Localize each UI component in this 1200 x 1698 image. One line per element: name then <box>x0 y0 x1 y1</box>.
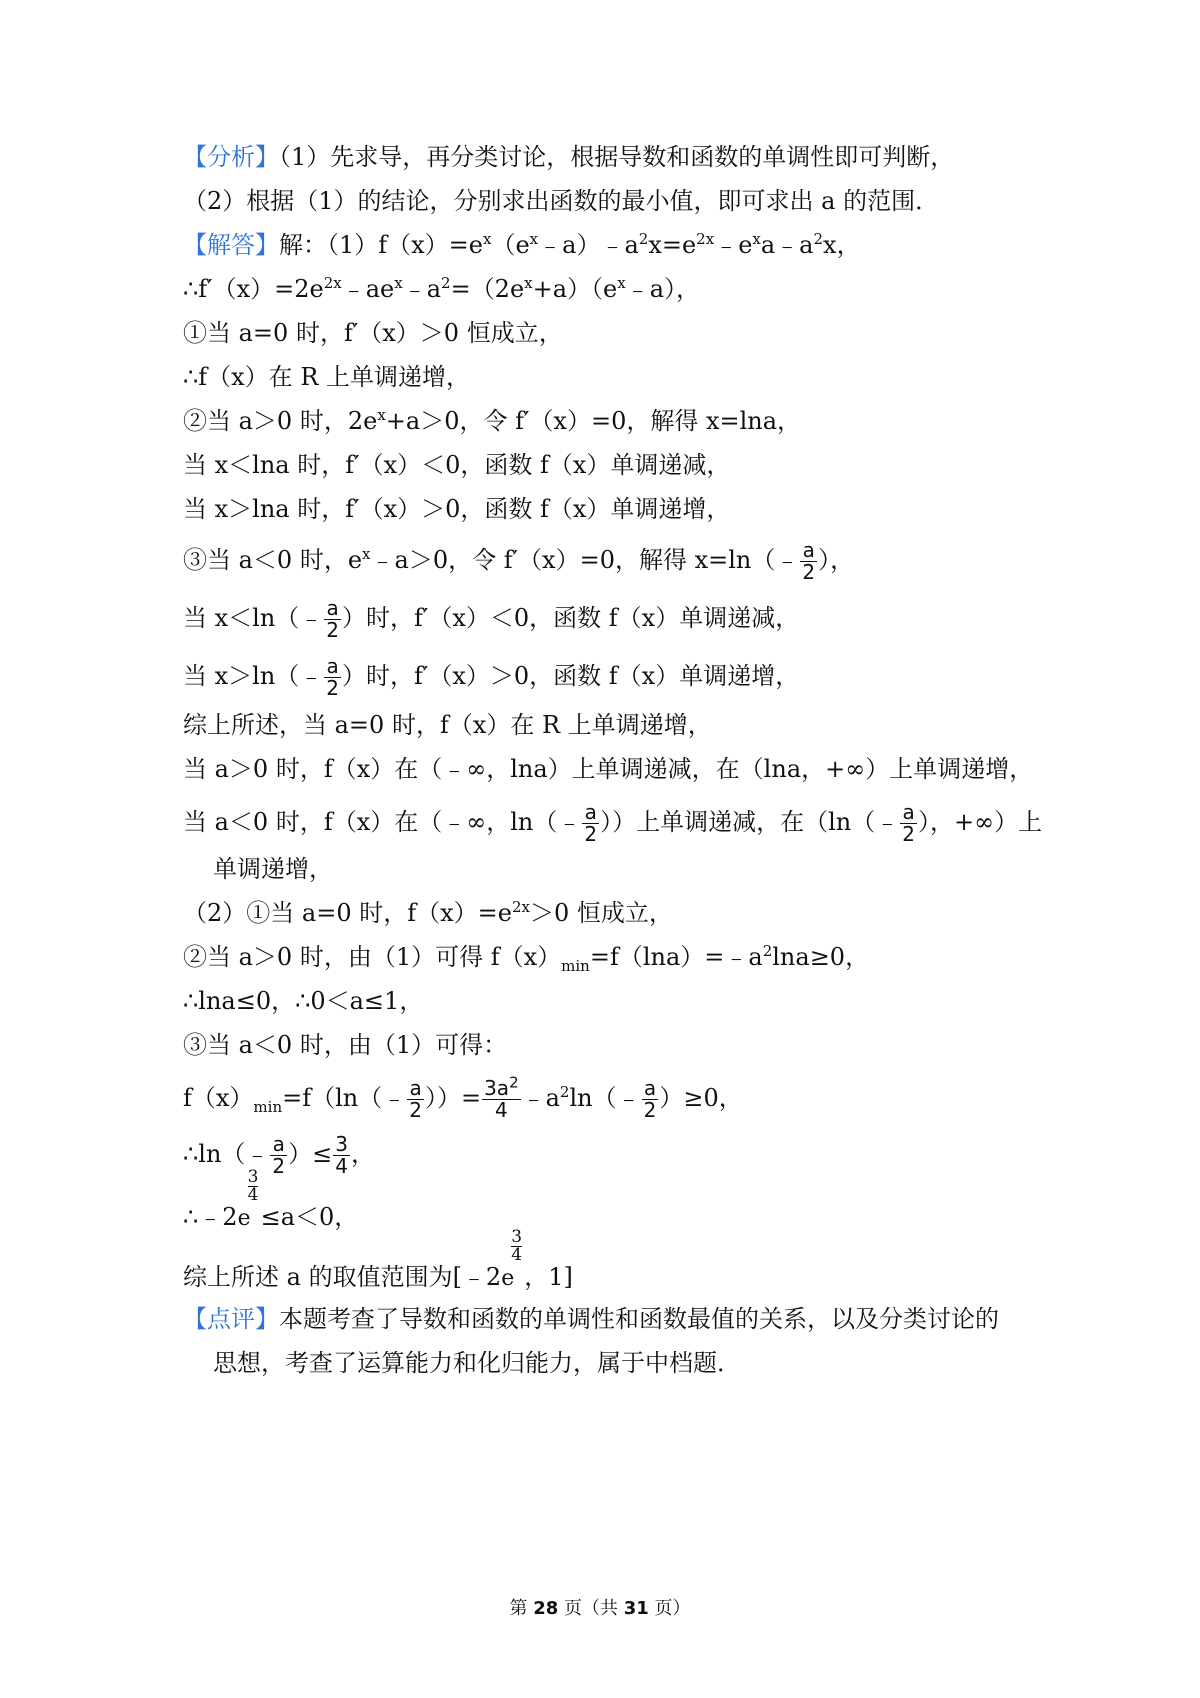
part2-line-8: 综上所述 a 的取值范围为[﹣2e 3 4 ，1] <box>183 1262 573 1294</box>
analysis-line-1: 【分析】（1）先求导，再分类讨论，根据导数和函数的单调性即可判断， <box>183 143 955 171</box>
solution-line-4: ∴f（x）在 R 上单调递增， <box>183 363 471 391</box>
fraction-a-over-2: $\frac{a}{2}$ <box>902 800 915 846</box>
summary-line-2: 当 a＞0 时，f（x）在（﹣∞，lna）上单调递减，在（lna，+∞）上单调递增， <box>183 755 1034 783</box>
page-total: 31 <box>623 1598 649 1619</box>
e-power-neg-3-4: e 3 4 <box>501 1227 523 1291</box>
summary-line-4: 单调递增， <box>213 855 333 883</box>
comment-line-2: 思想，考查了运算能力和化归能力，属于中档题． <box>213 1349 741 1377</box>
part2-line-5: $f(x)_{min}=f(\ln(﹣$ $\frac{a}{2}$ ））= $\frac{3a^2}{4}$ $﹣a^2\ln(﹣$ $\frac{a}{2}$ ）≥0， <box>183 1073 743 1122</box>
part2-line-3: ∴lna≤0，∴0＜a≤1， <box>183 987 424 1015</box>
fraction-a-over-2: $\frac{a}{2}$ <box>409 1076 422 1122</box>
page-footer: 第 28 页（共 31 页） <box>509 1598 691 1619</box>
solution-line-2: $\therefore f'(x)=2e^{2x}﹣ae^x﹣a^2=(2e^x+a)(e^x﹣a)$， <box>183 274 701 303</box>
fraction-a-over-2: $\frac{a}{2}$ <box>326 596 340 642</box>
fraction-a-over-2: $\frac{a}{2}$ <box>272 1132 286 1178</box>
fraction-a-over-2: $\frac{a}{2}$ <box>326 654 340 700</box>
solution-line-3: ①当 a=0 时，f′（x）＞0 恒成立， <box>183 319 563 347</box>
part2-line-4: ③当 a＜0 时，由（1）可得： <box>183 1031 508 1059</box>
part2-line-7: ∴﹣2e 3 4 ≤a＜0， <box>183 1202 358 1234</box>
summary-line-1: 综上所述，当 a=0 时，f（x）在 R 上单调递增， <box>183 711 712 739</box>
solution-tag: 【解答】 <box>183 231 279 259</box>
comment-line-1: 【点评】本题考查了导数和函数的单调性和函数最值的关系，以及分类讨论的 <box>183 1305 999 1333</box>
part2-line-1: （2）①当 a=0 时，$f(x)=e^{2x}>0$ 恒成立， <box>183 898 673 927</box>
part2-line-2: ②当 a＞0 时，由（1）可得 $f(x)_{min}=f(\ln a)=﹣a^2\ln a\ge 0$， <box>183 942 870 975</box>
solution-line-9: 当 x＜ln（﹣ $\frac{a}{2}$ ）时，f′（x）＜0，函数 f（x）单调递减， <box>183 596 800 642</box>
fraction-3-over-4: $\frac{3}{4}$ <box>335 1132 348 1178</box>
summary-line-3: 当 a＜0 时，f（x）在（﹣∞，ln（﹣ $\frac{a}{2}$ ））上单调递减，在（ln（﹣ $\frac{a}{2}$ ），+∞）上 <box>183 800 1043 846</box>
fraction-3a2-over-4: $\frac{3a^2}{4}$ <box>484 1073 519 1122</box>
solution-line-5: ②当 a＞0 时，$2e^x+a>0$，令 f′（x）=0，解得 x=lna， <box>183 406 802 435</box>
e-power-neg-3-4: e 3 4 <box>237 1167 259 1231</box>
fraction-a-over-2: $\frac{a}{2}$ <box>643 1076 657 1122</box>
fraction-a-over-2: $\frac{a}{2}$ <box>802 538 816 584</box>
part2-line-6: ∴ln（﹣ $\frac{a}{2}$ ）≤ $\frac{3}{4}$ ， <box>183 1132 375 1178</box>
page-number: 28 <box>533 1598 559 1619</box>
solution-line-8: ③当 a＜0 时，$e^x﹣a>0$，令 f′（x）=0，解得 x=ln（﹣ $\frac{a}{2}$ ）， <box>183 538 855 584</box>
comment-tag: 【点评】 <box>183 1305 279 1333</box>
analysis-line-2: （2）根据（1）的结论，分别求出函数的最小值，即可求出 a 的范围． <box>183 187 940 215</box>
solution-line-7: 当 x＞lna 时，f′（x）＞0，函数 f（x）单调递增， <box>183 495 731 523</box>
solution-line-10: 当 x＞ln（﹣ $\frac{a}{2}$ ）时，f′（x）＞0，函数 f（x）单调递增， <box>183 654 800 700</box>
analysis-tag: 【分析】 <box>183 143 279 171</box>
solution-line-6: 当 x＜lna 时，f′（x）＜0，函数 f（x）单调递减， <box>183 451 731 479</box>
solution-line-1: 【解答】解：$(1)f(x)=e^x(e^x﹣a)﹣a^2x=e^{2x}﹣e^xa﹣a^2x$， <box>183 230 861 259</box>
fraction-a-over-2: $\frac{a}{2}$ <box>584 800 598 846</box>
